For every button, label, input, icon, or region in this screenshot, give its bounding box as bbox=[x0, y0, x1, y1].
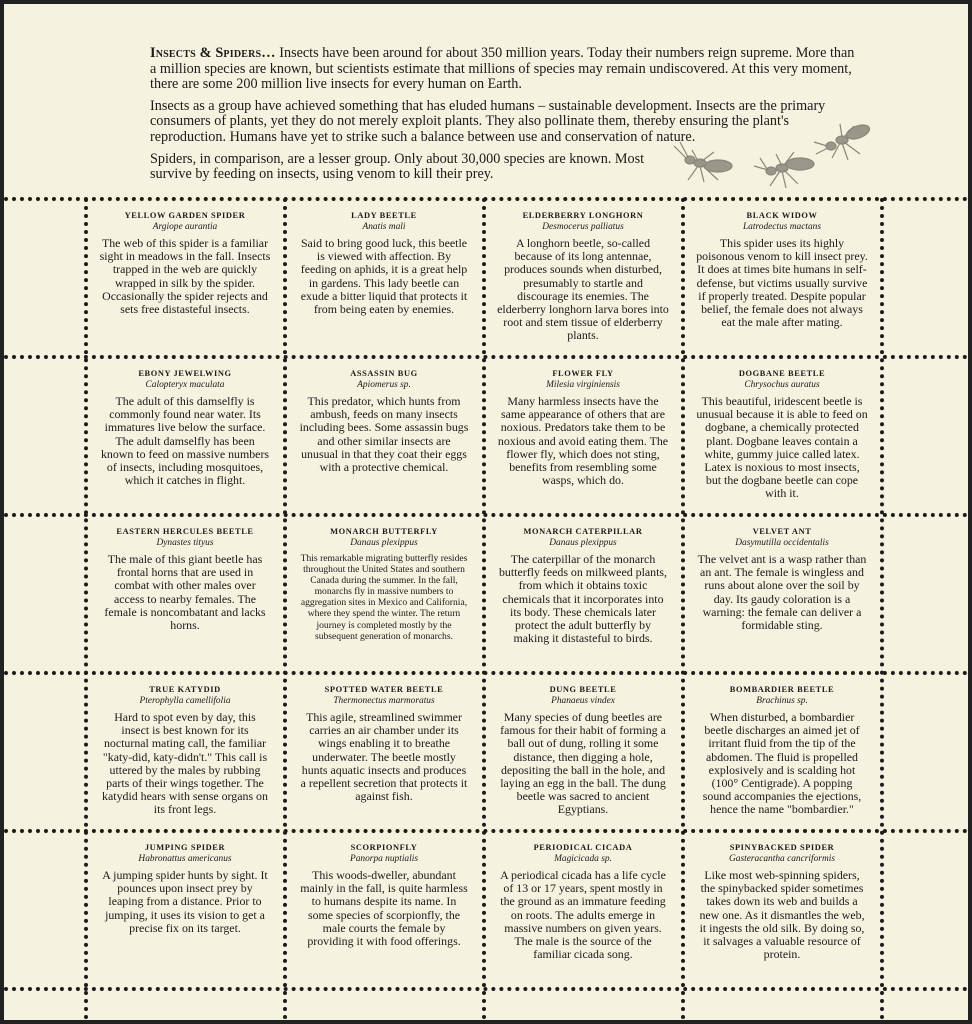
stamp-monarch-butterfly bbox=[284, 526, 484, 642]
stamp-name: FLOWER FLY bbox=[552, 369, 614, 378]
intro-paragraph-2: Insects as a group have achieved something that has eluded humans – sustainable development. Insects are the primary consumers of plants, yet they do not merely exploit plants. They also pollinate them, thereby ensuring the plant's reproduction. Humans have yet to strike such a balance between use and conservation of nature. bbox=[150, 97, 826, 145]
stamp-scientific-name: Magicicada sp. bbox=[554, 854, 612, 864]
stamp-name: DUNG BEETLE bbox=[549, 685, 617, 694]
stamp-scientific-name: Apiomerus sp. bbox=[357, 380, 411, 390]
stamp-flower-fly bbox=[483, 368, 683, 487]
stamp-description: Many species of dung beetles are famous for their habit of forming a ball out of dung, rolling it some distance, then digging a hole, depositing the ball in the hole, and laying an egg in the ball. The dung beetle was sacred to ancient Egyptians. bbox=[500, 710, 666, 817]
stamp-scientific-name: Habronattus americanus bbox=[138, 854, 232, 864]
stamp-spotted-water-beetle bbox=[284, 684, 484, 803]
stamp-yellow-garden-spider bbox=[85, 210, 285, 316]
stamp-description: A longhorn beetle, so-called because of its long antennae, produces sounds when disturbed, presumably to startle and discourage its enemies. The elderberry longhorn larva bores into root and stem tissue of elderberry plants. bbox=[497, 236, 669, 343]
stamp-name: EASTERN HERCULES BEETLE bbox=[116, 527, 254, 536]
stamp-bombardier-beetle bbox=[682, 684, 882, 817]
stamp-name: MONARCH CATERPILLAR bbox=[523, 527, 643, 536]
stamp-description: This woods-dweller, abundant mainly in the fall, is quite harmless to humans despite its name. In some species of scorpionfly, the male courts the female by providing it with food offerings. bbox=[300, 868, 468, 949]
intro-heading: Insects & Spiders… bbox=[150, 45, 276, 61]
stamp-description: This spider uses its highly poisonous venom to kill insect prey. It does at times bite humans in self-defense, but victims usually survive if properly treated. Despite popular belief, the female does not always eat the male after mating. bbox=[696, 236, 868, 330]
stamp-scientific-name: Argiope aurantia bbox=[152, 222, 218, 232]
stamp-description: The male of this giant beetle has frontal horns that are used in combat with other males over access to nearby females. The female is noncombatant and lacks horns. bbox=[104, 552, 266, 633]
perforation-row-1 bbox=[4, 197, 968, 201]
stamp-dung-beetle bbox=[483, 684, 683, 817]
stamp-scientific-name: Latrodectus mactans bbox=[742, 222, 822, 232]
stamp-scientific-name: Dynastes tityus bbox=[156, 538, 214, 548]
stamp-description: Many harmless insects have the same appearance of others that are noxious. Predators take them to be noxious and avoid eating them. The flower fly, which does not sting, benefits from resembling some wasps, which do. bbox=[497, 394, 669, 488]
stamp-name: BOMBARDIER BEETLE bbox=[729, 685, 835, 694]
perforation-row-6 bbox=[4, 987, 968, 991]
perforation-row-4 bbox=[4, 671, 968, 675]
stamp-name: EBONY JEWELWING bbox=[138, 369, 232, 378]
stamp-scientific-name: Thermonectus marmoratus bbox=[333, 696, 435, 706]
stamp-description: The velvet ant is a wasp rather than an ant. The female is wingless and runs about alone over the soil by day. Its gaudy coloration is a warning: the female can deliver a formidable sting. bbox=[697, 552, 867, 633]
stamp-elderberry-longhorn bbox=[483, 210, 683, 343]
stamp-scientific-name: Anatis mali bbox=[362, 222, 406, 232]
ants-illustration bbox=[660, 114, 875, 194]
intro-paragraph-1 bbox=[150, 46, 860, 93]
stamp-scientific-name: Dasymutilla occidentalis bbox=[735, 538, 829, 548]
stamp-name: ELDERBERRY LONGHORN bbox=[522, 211, 644, 220]
stamp-jumping-spider bbox=[85, 842, 285, 935]
stamp-name: SCORPIONFLY bbox=[350, 843, 418, 852]
stamp-lady-beetle bbox=[284, 210, 484, 316]
stamp-dogbane-beetle bbox=[682, 368, 882, 501]
stamp-true-katydid bbox=[85, 684, 285, 817]
stamp-scientific-name: Calopteryx maculata bbox=[145, 380, 225, 390]
perforation-row-2 bbox=[4, 355, 968, 359]
stamp-description: Hard to spot even by day, this insect is best known for its nocturnal mating call, the familiar "katy-did, katy-didn't." This call is uttered by the males by rubbing parts of their wings together. The katydid hears with sense organs on its front legs. bbox=[102, 710, 268, 817]
stamp-assassin-bug bbox=[284, 368, 484, 474]
stamp-scientific-name: Desmocerus palliatus bbox=[542, 222, 624, 232]
stamp-description: This agile, streamlined swimmer carries an air chamber under its wings enabling it to breathe underwater. The beetle mostly hunts aquatic insects and produces a repellent secretion that protects it against fish. bbox=[300, 710, 468, 804]
stamp-description: When disturbed, a bombardier beetle discharges an aimed jet of irritant fluid from the tip of the abdomen. The fluid is propelled explosively and is scalding hot (100° Centigrade). A popping sound accompanies the ejections, hence the name "bombardier." bbox=[702, 710, 862, 817]
stamp-description: The adult of this damselfly is commonly found near water. Its immatures live below the surface. The adult damselfly has been known to feed on massive numbers of insects, including mosquitoes, which it catches in flight. bbox=[100, 394, 270, 488]
stamp-periodical-cicada bbox=[483, 842, 683, 961]
stamp-name: SPINYBACKED SPIDER bbox=[729, 843, 835, 852]
stamp-scientific-name: Brachinus sp. bbox=[756, 696, 808, 706]
stamp-name: MONARCH BUTTERFLY bbox=[330, 527, 438, 536]
perforation-row-3 bbox=[4, 513, 968, 517]
stamp-spinybacked-spider bbox=[682, 842, 882, 961]
stamp-scientific-name: Chrysochus auratus bbox=[744, 380, 820, 390]
stamp-scientific-name: Danaus plexippus bbox=[350, 538, 418, 548]
intro-paragraph-3: Spiders, in comparison, are a lesser group. Only about 30,000 species are known. Most survive by feeding on insects, using venom to kill their prey. bbox=[150, 150, 645, 183]
stamp-description: This beautiful, iridescent beetle is unusual because it is able to feed on dogbane, a chemically protected plant. Dogbane leaves contain a white, gummy juice called latex. Latex is noxious to most insects, but the dogbane beetle can cope with it. bbox=[696, 394, 868, 501]
stamp-description: Said to bring good luck, this beetle is viewed with affection. By feeding on aphids, it is a great help in gardens. This lady beetle can exude a bitter liquid that protects it from being eaten by enemies. bbox=[300, 236, 468, 317]
stamp-ebony-jewelwing bbox=[85, 368, 285, 487]
stamp-name: BLACK WIDOW bbox=[746, 211, 818, 220]
stamp-scientific-name: Pterophylla camellifolia bbox=[139, 696, 231, 706]
stamp-monarch-caterpillar bbox=[483, 526, 683, 645]
stamp-black-widow bbox=[682, 210, 882, 329]
stamp-name: YELLOW GARDEN SPIDER bbox=[124, 211, 246, 220]
stamp-name: DOGBANE BEETLE bbox=[738, 369, 826, 378]
stamp-description: This remarkable migrating butterfly resides throughout the United States and southern Canada during the summer. In the fall, monarchs fly in massive numbers to aggregation sites in Mexico and California, where they spend the winter. The return journey is completed mostly by the subsequent generation of monarchs. bbox=[300, 553, 468, 642]
stamp-scientific-name: Gasteracantha cancriformis bbox=[729, 854, 835, 864]
stamp-scientific-name: Milesia virginiensis bbox=[546, 380, 620, 390]
stamp-description: The caterpillar of the monarch butterfly feeds on milkweed plants, from which it obtains toxic chemicals that it incorporates into its body. These chemicals later protect the adult butterfly by making it distasteful to birds. bbox=[498, 552, 668, 646]
stamp-eastern-hercules-beetle bbox=[85, 526, 285, 632]
stamp-scientific-name: Phanaeus vindex bbox=[551, 696, 615, 706]
stamp-name: SPOTTED WATER BEETLE bbox=[324, 685, 444, 694]
stamp-scientific-name: Danaus plexippus bbox=[549, 538, 617, 548]
stamp-description: The web of this spider is a familiar sight in meadows in the fall. Insects trapped in the web are quickly wrapped in silk by the spider. Occasionally the spider rejects and sets free distasteful insects. bbox=[99, 236, 271, 317]
stamp-scientific-name: Panorpa nuptialis bbox=[350, 854, 418, 864]
perforation-row-5 bbox=[4, 829, 968, 833]
stamp-sheet bbox=[4, 4, 968, 1020]
stamp-description: A periodical cicada has a life cycle of 13 or 17 years, spent mostly in the ground as an immature feeding on roots. The adults emerge in massive numbers on given years. The male is the source of the familiar cicada song. bbox=[500, 868, 666, 962]
stamp-name: JUMPING SPIDER bbox=[144, 843, 226, 852]
stamp-scorpionfly bbox=[284, 842, 484, 948]
stamp-description: This predator, which hunts from ambush, feeds on many insects including bees. Some assassin bugs and other similar insects are unusual in that they coat their eggs with a protective chemical. bbox=[299, 394, 469, 475]
stamp-description: Like most web-spinning spiders, the spinybacked spider sometimes takes down its web and builds a new one. As it dismantles the web, it ingests the old silk. By doing so, it salvages a valuable resource of protein. bbox=[699, 868, 865, 962]
intro-paragraph-1-text: Insects have been around for about 350 million years. Today their numbers reign supreme. More than a million species are known, but scientists estimate that millions of species may remain undiscovered. At this very moment, there are some 200 million live insects for every human on Earth. bbox=[150, 45, 855, 93]
stamp-name: PERIODICAL CICADA bbox=[533, 843, 633, 852]
stamp-name: VELVET ANT bbox=[752, 527, 812, 536]
stamp-name: ASSASSIN BUG bbox=[350, 369, 418, 378]
stamp-name: TRUE KATYDID bbox=[149, 685, 221, 694]
stamp-name: LADY BEETLE bbox=[351, 211, 417, 220]
stamp-description: A jumping spider hunts by sight. It pounces upon insect prey by leaping from a distance. Prior to jumping, it uses its vision to get a precise fix on its target. bbox=[102, 868, 268, 935]
stamp-velvet-ant bbox=[682, 526, 882, 632]
